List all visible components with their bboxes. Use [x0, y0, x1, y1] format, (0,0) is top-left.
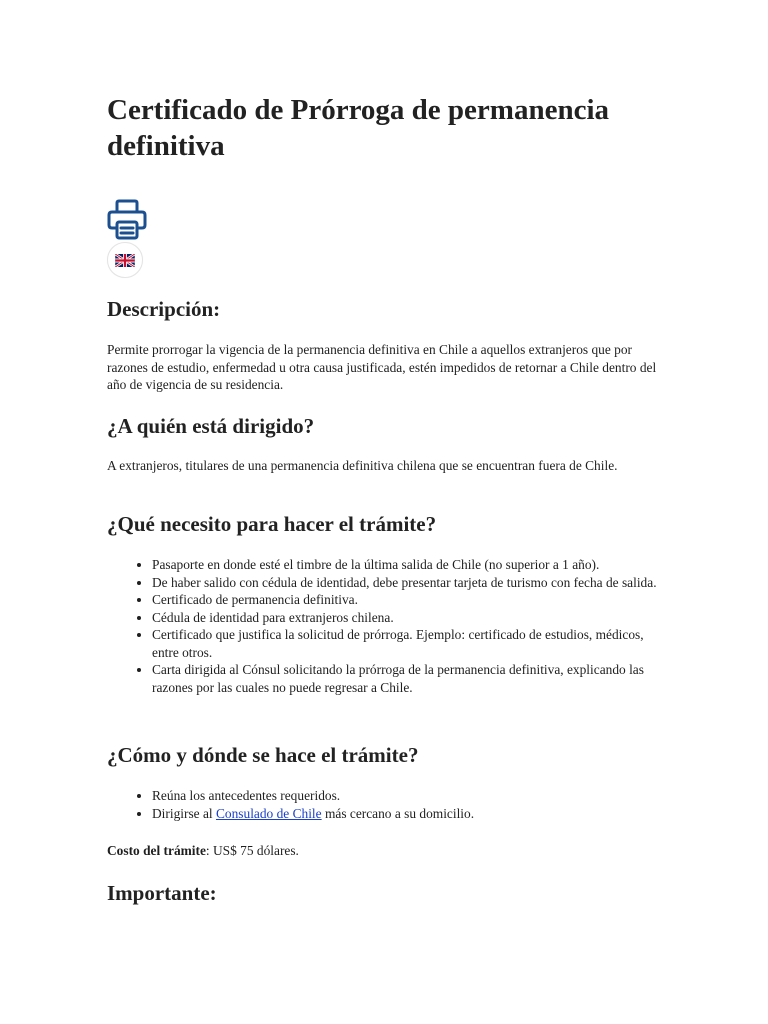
printer-icon: [107, 198, 147, 240]
english-language-button[interactable]: [107, 242, 143, 278]
list-item: • Reúna los antecedentes requeridos.: [152, 787, 667, 805]
list-item-text: más cercano a su domicilio.: [321, 805, 475, 821]
list-item: • Cédula de identidad para extranjeros chilena.: [152, 609, 667, 627]
list-item: • Pasaporte en donde esté el timbre de la última salida de Chile (no superior a 1 año).: [152, 556, 667, 574]
heading-descripcion: Descripción:: [107, 297, 221, 321]
list-item: • Certificado que justifica la solicitud de prórroga. Ejemplo: certificado de estudios, médicos, entre otros.: [152, 626, 667, 661]
list-item: • Certificado de permanencia definitiva.: [152, 591, 667, 609]
consulado-link[interactable]: Consulado de Chile: [215, 805, 322, 821]
uk-flag-icon: [115, 254, 135, 267]
heading-necesito: ¿Qué necesito para hacer el trámite?: [107, 512, 437, 536]
costo-value: : US$ 75 dólares.: [205, 843, 299, 858]
list-item: [152, 805, 667, 823]
costo-label: Costo del trámite: [107, 843, 206, 858]
descripcion-text: Permite prorrogar la vigencia de la permanencia definitiva en Chile a aquellos extranjeros que por razones de estudio, enfermedad u otra causa justificada, estén impedidos de retornar a Chile dentro del año de vigencia de su residencia.: [107, 342, 657, 392]
list-item: • Carta dirigida al Cónsul solicitando la prórroga de la permanencia definitiva, explicando las razones por las cuales no puede regresar a Chile.: [152, 661, 667, 696]
como-list: [107, 787, 667, 822]
print-button[interactable]: [107, 198, 147, 240]
dirigido-text: A extranjeros, titulares de una permanencia definitiva chilena que se encuentran fuera de Chile.: [107, 458, 618, 473]
costo-text: [107, 842, 662, 860]
page-title: Certificado de Prórroga de permanencia definitiva: [107, 94, 610, 162]
heading-dirigido: ¿A quién está dirigido?: [107, 414, 315, 438]
list-item: • De haber salido con cédula de identidad, debe presentar tarjeta de turismo con fecha de salida.: [152, 574, 667, 592]
necesito-list: [107, 556, 667, 696]
list-item-text: Dirigirse al: [152, 805, 216, 821]
heading-importante: Importante:: [107, 881, 217, 905]
heading-como: ¿Cómo y dónde se hace el trámite?: [107, 743, 419, 767]
